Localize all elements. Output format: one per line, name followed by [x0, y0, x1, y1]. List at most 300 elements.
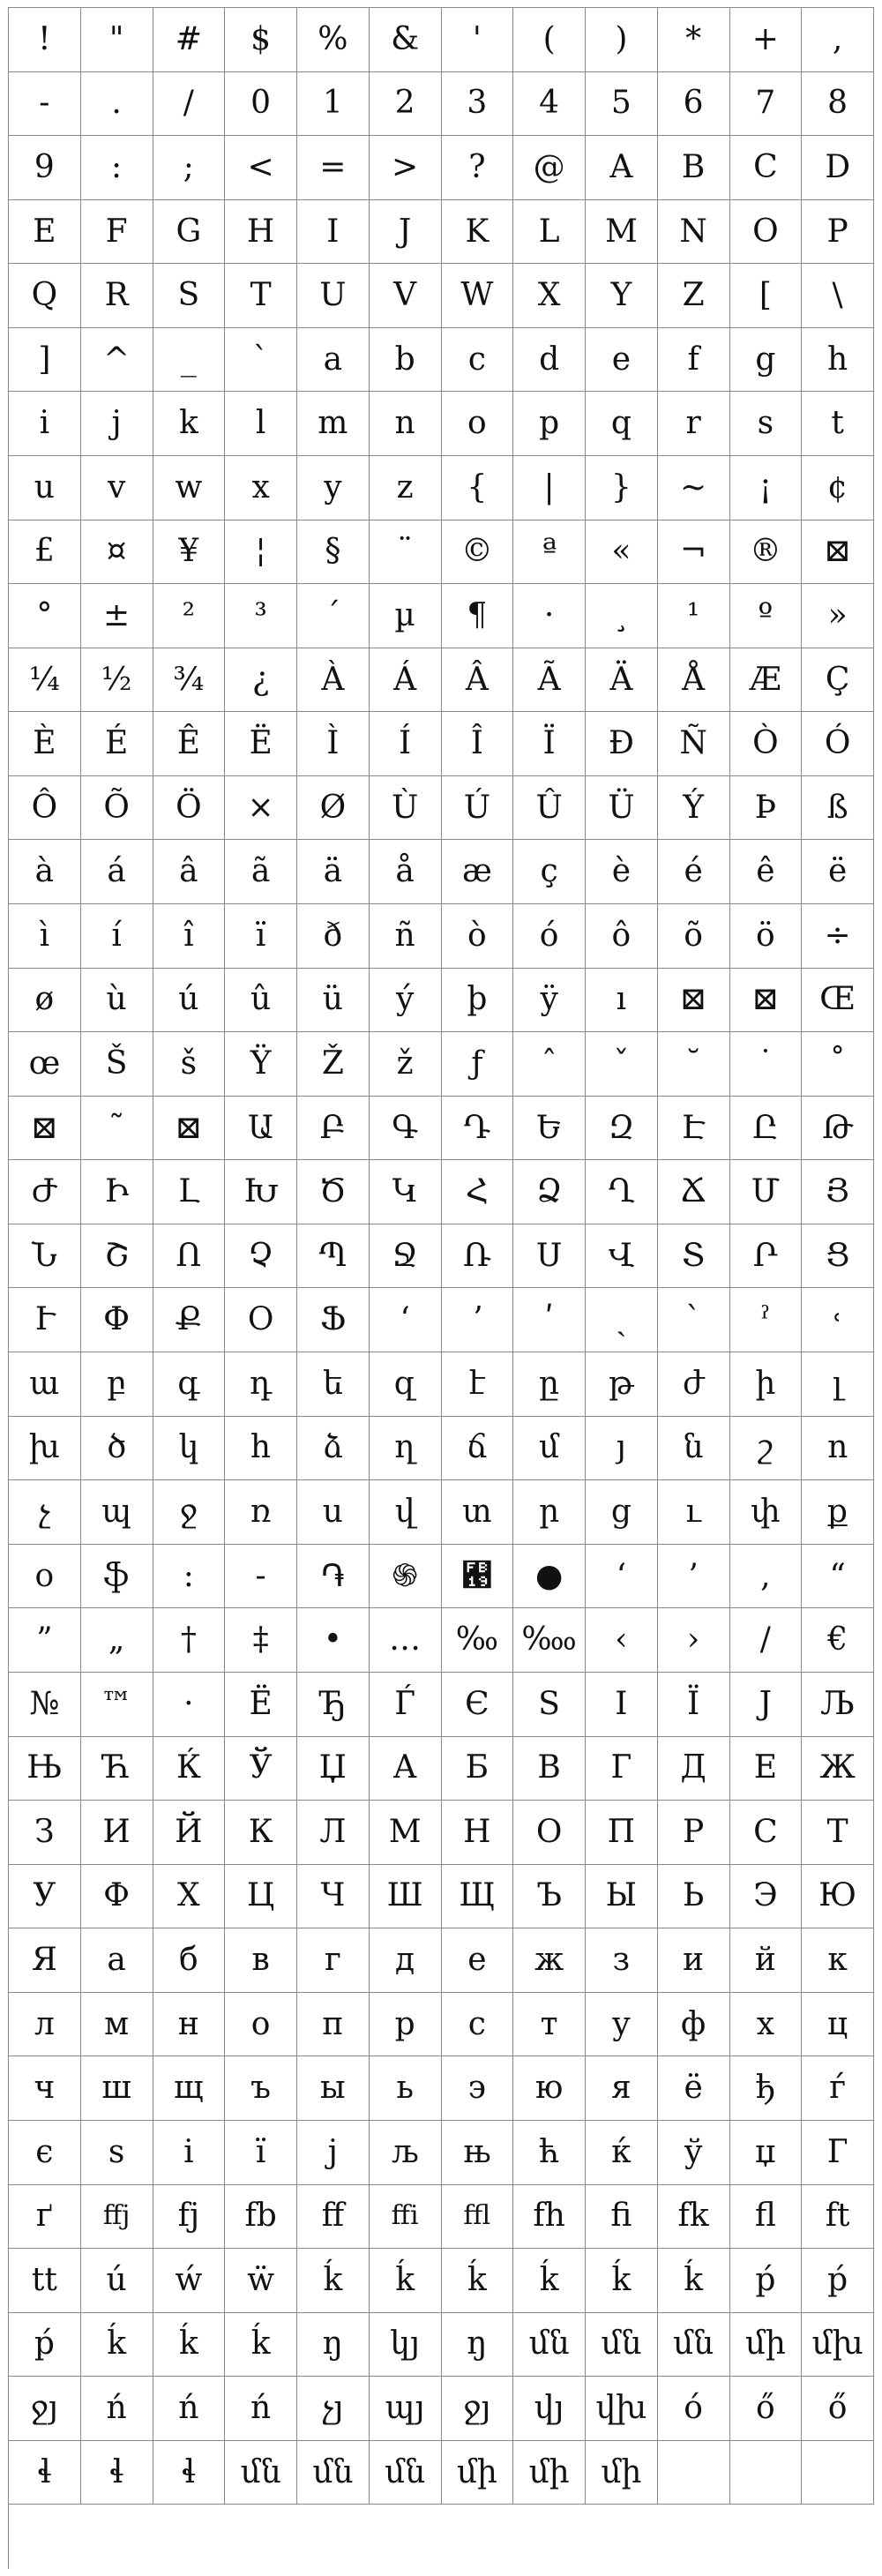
glyph-cell: ˘ — [658, 1032, 730, 1097]
glyph-cell: У — [9, 1865, 81, 1929]
glyph-cell: Å — [658, 648, 730, 713]
glyph-cell: Ф — [81, 1865, 153, 1929]
glyph-cell: 7 — [730, 72, 803, 137]
glyph-cell: Х — [153, 1865, 226, 1929]
glyph-cell: Ќ — [153, 1737, 226, 1801]
glyph-cell: x — [225, 456, 297, 520]
glyph-cell: © — [442, 520, 514, 585]
glyph-cell: ¤ — [81, 520, 153, 585]
glyph-cell: z — [370, 456, 442, 520]
glyph-cell: ђ — [730, 2056, 803, 2121]
glyph-cell: 1 — [297, 72, 370, 137]
glyph-cell: Ր — [730, 1224, 803, 1289]
glyph-cell: X — [513, 264, 586, 328]
glyph-cell: Հ — [442, 1160, 514, 1224]
glyph-cell: Ё — [225, 1673, 297, 1737]
glyph-cell: v — [81, 456, 153, 520]
glyph-cell: ḱ — [370, 2249, 442, 2313]
glyph-cell: ḱ — [442, 2249, 514, 2313]
glyph-cell: Յ — [802, 1160, 874, 1224]
glyph-cell: µ — [370, 584, 442, 648]
glyph-cell: Ð — [586, 712, 658, 776]
glyph-cell: ‱ — [513, 1608, 586, 1673]
glyph-cell: è — [586, 840, 658, 904]
glyph-cell: ft — [802, 2185, 874, 2250]
glyph-cell: L — [513, 200, 586, 265]
glyph-cell: պ — [81, 1480, 153, 1545]
glyph-cell: с — [442, 1993, 514, 2057]
glyph-cell: o — [442, 392, 514, 456]
glyph-cell: Þ — [730, 776, 803, 841]
glyph-cell: ж — [513, 1928, 586, 1993]
glyph-cell: fl — [730, 2185, 803, 2250]
glyph-cell: ɬ — [153, 2441, 226, 2505]
glyph-cell: , — [730, 1545, 803, 1609]
glyph-cell: Ѕ — [513, 1673, 586, 1737]
glyph-cell: ‹ — [586, 1608, 658, 1673]
glyph-cell: · — [153, 1673, 226, 1737]
glyph-cell: 6 — [658, 72, 730, 137]
glyph-cell: ¾ — [153, 648, 226, 713]
glyph-cell: ¢ — [802, 456, 874, 520]
glyph-cell: у — [586, 1993, 658, 2057]
glyph-cell: f — [658, 328, 730, 393]
glyph-cell: § — [297, 520, 370, 585]
glyph-cell: ń — [153, 2377, 226, 2441]
glyph-cell: Ս — [513, 1224, 586, 1289]
glyph-cell: ẃ — [153, 2249, 226, 2313]
glyph-cell: @ — [513, 136, 586, 200]
glyph-cell: ḱ — [586, 2249, 658, 2313]
glyph-cell: д — [370, 1928, 442, 1993]
glyph-cell: r — [658, 392, 730, 456]
glyph-cell: ö — [730, 904, 803, 969]
glyph-cell: ḱ — [225, 2313, 297, 2378]
glyph-cell: փ — [730, 1480, 803, 1545]
glyph-cell: ы — [297, 2056, 370, 2121]
glyph-cell: Z — [658, 264, 730, 328]
glyph-cell: ѕ — [81, 2121, 153, 2185]
glyph-cell: մն — [513, 2313, 586, 2378]
glyph-cell: Ո — [153, 1224, 226, 1289]
glyph-cell: I — [297, 200, 370, 265]
glyph-cell: Г — [802, 2121, 874, 2185]
glyph-cell: | — [513, 456, 586, 520]
glyph-cell: Վ — [586, 1224, 658, 1289]
glyph-cell: մխ — [802, 2313, 874, 2378]
glyph-cell: И — [81, 1801, 153, 1865]
glyph-cell: æ — [442, 840, 514, 904]
glyph-cell: Ա — [225, 1097, 297, 1161]
glyph-cell: Ù — [370, 776, 442, 841]
glyph-cell: ʻ — [370, 1288, 442, 1352]
glyph-cell: Á — [370, 648, 442, 713]
glyph-cell: մի — [442, 2441, 514, 2505]
glyph-cell: 9 — [9, 136, 81, 200]
glyph-cell: є — [9, 2121, 81, 2185]
glyph-cell: Ñ — [658, 712, 730, 776]
glyph-cell: Ն — [9, 1224, 81, 1289]
glyph-cell: ~ — [658, 456, 730, 520]
glyph-cell: ð — [297, 904, 370, 969]
glyph-cell: ф — [658, 1993, 730, 2057]
glyph-cell: մն — [297, 2441, 370, 2505]
glyph-cell: ( — [513, 8, 586, 72]
glyph-cell: < — [225, 136, 297, 200]
glyph-cell: ª — [513, 520, 586, 585]
glyph-cell: մի — [730, 2313, 803, 2378]
glyph-cell: ˇ — [586, 1032, 658, 1097]
glyph-cell: À — [297, 648, 370, 713]
glyph-cell: 2 — [370, 72, 442, 137]
glyph-cell: Д — [658, 1737, 730, 1801]
glyph-cell: Ò — [730, 712, 803, 776]
glyph-cell: г — [297, 1928, 370, 1993]
glyph-cell: ž — [370, 1032, 442, 1097]
glyph-cell: Ì — [297, 712, 370, 776]
glyph-cell: Ճ — [658, 1160, 730, 1224]
glyph-cell: Ъ — [513, 1865, 586, 1929]
glyph-cell: á — [81, 840, 153, 904]
glyph-cell: ő — [730, 2377, 803, 2441]
glyph-cell: V — [370, 264, 442, 328]
glyph-cell: ˏ — [586, 1288, 658, 1352]
glyph-cell: H — [225, 200, 297, 265]
glyph-cell: / — [153, 72, 226, 137]
glyph-cell: È — [9, 712, 81, 776]
glyph-cell: В — [513, 1737, 586, 1801]
glyph-cell: º — [730, 584, 803, 648]
glyph-cell: Ի — [81, 1160, 153, 1224]
glyph-cell: U — [297, 264, 370, 328]
glyph-cell: ó — [658, 2377, 730, 2441]
glyph-cell: Н — [442, 1801, 514, 1865]
glyph-cell: • — [297, 1608, 370, 1673]
glyph-cell: Б — [442, 1737, 514, 1801]
glyph-cell: ֍ — [370, 1545, 442, 1609]
glyph-cell: É — [81, 712, 153, 776]
glyph-cell: " — [81, 8, 153, 72]
glyph-cell: ї — [225, 2121, 297, 2185]
glyph-cell: Ü — [586, 776, 658, 841]
glyph-cell: մ — [513, 1417, 586, 1481]
glyph-cell: њ — [442, 2121, 514, 2185]
glyph-cell: ¦ — [225, 520, 297, 585]
glyph-cell: ? — [442, 136, 514, 200]
glyph-cell: Э — [730, 1865, 803, 1929]
glyph-cell: ֆ — [81, 1545, 153, 1609]
glyph-cell: о — [225, 1993, 297, 2057]
glyph-cell: d — [513, 328, 586, 393]
glyph-cell: b — [370, 328, 442, 393]
glyph-cell: ç — [513, 840, 586, 904]
glyph-cell: ջյ — [442, 2377, 514, 2441]
glyph-cell: ´ — [297, 584, 370, 648]
glyph-cell: յ — [586, 1417, 658, 1481]
glyph-cell: ‰ — [442, 1608, 514, 1673]
glyph-cell: Ž — [297, 1032, 370, 1097]
glyph-cell: … — [370, 1608, 442, 1673]
glyph-cell: G — [153, 200, 226, 265]
glyph-cell: Љ — [802, 1673, 874, 1737]
glyph-cell: Ã — [513, 648, 586, 713]
glyph-cell: л — [9, 1993, 81, 2057]
glyph-cell: W — [442, 264, 514, 328]
glyph-cell: ¥ — [153, 520, 226, 585]
glyph-cell: ff — [297, 2185, 370, 2250]
glyph-cell: џ — [730, 2121, 803, 2185]
glyph-cell: Ï — [513, 712, 586, 776]
glyph-cell: é — [658, 840, 730, 904]
glyph-cell: ¹ — [658, 584, 730, 648]
glyph-cell: , — [802, 8, 874, 72]
glyph-cell: ń — [81, 2377, 153, 2441]
glyph-cell: ¶ — [442, 584, 514, 648]
glyph-cell: fb — [225, 2185, 297, 2250]
glyph-cell: ո — [802, 1417, 874, 1481]
glyph-cell: м — [81, 1993, 153, 2057]
glyph-cell: = — [297, 136, 370, 200]
glyph-cell: “ — [802, 1545, 874, 1609]
glyph-cell: ½ — [81, 648, 153, 713]
glyph-cell: ս — [297, 1480, 370, 1545]
glyph-cell: · — [513, 584, 586, 648]
glyph-cell: ⊠ — [658, 969, 730, 1033]
glyph-cell: w — [153, 456, 226, 520]
glyph-cell: ¬ — [658, 520, 730, 585]
glyph-cell: & — [370, 8, 442, 72]
glyph-cell: ш — [81, 2056, 153, 2121]
glyph-cell: ñ — [370, 904, 442, 969]
glyph-cell: ɬ — [81, 2441, 153, 2505]
glyph-cell: ё — [658, 2056, 730, 2121]
glyph-cell: ' — [442, 8, 514, 72]
glyph-cell: » — [802, 584, 874, 648]
glyph-cell: Õ — [81, 776, 153, 841]
glyph-cell: շ — [730, 1417, 803, 1481]
glyph-cell: ъ — [225, 2056, 297, 2121]
glyph-cell: : — [81, 136, 153, 200]
glyph-cell: « — [586, 520, 658, 585]
glyph-cell: { — [442, 456, 514, 520]
glyph-cell: / — [730, 1608, 803, 1673]
glyph-cell: Y — [586, 264, 658, 328]
glyph-cell: Ç — [802, 648, 874, 713]
glyph-cell: и — [658, 1928, 730, 1993]
glyph-cell: ḱ — [513, 2249, 586, 2313]
glyph-cell: N — [658, 200, 730, 265]
glyph-cell: љ — [370, 2121, 442, 2185]
glyph-cell: լ — [802, 1352, 874, 1417]
glyph-cell: ² — [153, 584, 226, 648]
glyph-cell: ffl — [442, 2185, 514, 2250]
glyph-cell: ր — [513, 1480, 586, 1545]
glyph-cell: ւ — [658, 1480, 730, 1545]
glyph-cell: ú — [153, 969, 226, 1033]
glyph-cell: О — [513, 1801, 586, 1865]
glyph-cell: K — [442, 200, 514, 265]
glyph-cell: ò — [442, 904, 514, 969]
glyph-cell: à — [9, 840, 81, 904]
glyph-cell: ц — [802, 1993, 874, 2057]
glyph-cell: û — [225, 969, 297, 1033]
glyph-cell: Û — [513, 776, 586, 841]
glyph-cell: չ — [9, 1480, 81, 1545]
glyph-cell: խ — [9, 1417, 81, 1481]
glyph-cell: F — [81, 200, 153, 265]
glyph-cell: մի — [586, 2441, 658, 2505]
glyph-cell: з — [586, 1928, 658, 1993]
glyph-cell: ժ — [658, 1352, 730, 1417]
glyph-cell: ʼ — [442, 1288, 514, 1352]
glyph-cell: я — [586, 2056, 658, 2121]
glyph-cell: Ј — [730, 1673, 803, 1737]
glyph-cell: † — [153, 1608, 226, 1673]
glyph-cell: ʹ — [513, 1288, 586, 1352]
glyph-cell: ք — [802, 1480, 874, 1545]
glyph-cell: 4 — [513, 72, 586, 137]
glyph-cell: է — [442, 1352, 514, 1417]
glyph-cell: ⊠ — [153, 1097, 226, 1161]
glyph-cell: % — [297, 8, 370, 72]
glyph-cell: С — [730, 1801, 803, 1865]
glyph-cell: Š — [81, 1032, 153, 1097]
glyph-cell: B — [658, 136, 730, 200]
glyph-cell: ø — [9, 969, 81, 1033]
glyph-cell: ձ — [297, 1417, 370, 1481]
glyph-cell: Ծ — [297, 1160, 370, 1224]
glyph-cell: fh — [513, 2185, 586, 2250]
glyph-cell: C — [730, 136, 803, 200]
glyph-cell: ë — [802, 840, 874, 904]
glyph-cell: ● — [513, 1545, 586, 1609]
glyph-cell: ջյ — [9, 2377, 81, 2441]
glyph-cell: ḱ — [81, 2313, 153, 2378]
glyph-cell: Ժ — [9, 1160, 81, 1224]
glyph-cell: R — [81, 264, 153, 328]
glyph-cell: Æ — [730, 648, 803, 713]
glyph-cell: 0 — [225, 72, 297, 137]
glyph-cell: œ — [9, 1032, 81, 1097]
glyph-cell: բ — [81, 1352, 153, 1417]
glyph-cell: Ђ — [297, 1673, 370, 1737]
glyph-cell: : — [153, 1545, 226, 1609]
glyph-cell: h — [802, 328, 874, 393]
glyph-cell: ќ — [586, 2121, 658, 2185]
glyph-cell: І — [586, 1673, 658, 1737]
glyph-cell: ց — [586, 1480, 658, 1545]
glyph-cell: þ — [442, 969, 514, 1033]
glyph-cell: n — [370, 392, 442, 456]
glyph-cell: ü — [297, 969, 370, 1033]
glyph-cell: Р — [658, 1801, 730, 1865]
glyph-cell: ő — [802, 2377, 874, 2441]
glyph-cell: Г — [586, 1737, 658, 1801]
glyph-cell: ¿ — [225, 648, 297, 713]
glyph-cell: Պ — [297, 1224, 370, 1289]
glyph-cell: ա — [9, 1352, 81, 1417]
glyph-cell: Ô — [9, 776, 81, 841]
glyph-cell: J — [370, 200, 442, 265]
glyph-cell: p — [513, 392, 586, 456]
glyph-cell: Ֆ — [297, 1288, 370, 1352]
glyph-cell: × — [225, 776, 297, 841]
glyph-cell: е — [442, 1928, 514, 1993]
glyph-cell: j — [81, 392, 153, 456]
glyph-cell: Q — [9, 264, 81, 328]
glyph-cell: А — [370, 1737, 442, 1801]
glyph-cell: ч — [9, 2056, 81, 2121]
glyph-cell: M — [586, 200, 658, 265]
glyph-cell: ı — [586, 969, 658, 1033]
glyph-cell: Ш — [370, 1865, 442, 1929]
glyph-cell: [ — [730, 264, 803, 328]
glyph-cell: Ÿ — [225, 1032, 297, 1097]
glyph-cell: ® — [730, 520, 803, 585]
glyph-cell: 5 — [586, 72, 658, 137]
glyph-cell: մն — [658, 2313, 730, 2378]
glyph-cell: Ж — [802, 1737, 874, 1801]
glyph-cell: Â — [442, 648, 514, 713]
glyph-cell: š — [153, 1032, 226, 1097]
glyph-cell: ” — [9, 1608, 81, 1673]
glyph-cell: վխ — [586, 2377, 658, 2441]
glyph-cell: ì — [9, 904, 81, 969]
glyph-cell: s — [730, 392, 803, 456]
glyph-cell: Շ — [81, 1224, 153, 1289]
glyph-cell: € — [802, 1608, 874, 1673]
glyph-cell: î — [153, 904, 226, 969]
glyph-cell: fi — [586, 2185, 658, 2250]
glyph-cell: Ý — [658, 776, 730, 841]
glyph-grid — [8, 7, 874, 2569]
glyph-cell: վ — [370, 1480, 442, 1545]
glyph-cell: թ — [586, 1352, 658, 1417]
glyph-cell: ] — [9, 328, 81, 393]
glyph-cell: ù — [81, 969, 153, 1033]
glyph-cell: e — [586, 328, 658, 393]
glyph-cell: ) — [586, 8, 658, 72]
glyph-cell: ղ — [370, 1417, 442, 1481]
glyph-cell: № — [9, 1673, 81, 1737]
glyph-cell: ’ — [658, 1545, 730, 1609]
glyph-cell: ˚ — [802, 1032, 874, 1097]
glyph-cell: չյ — [297, 2377, 370, 2441]
glyph-cell: ḱ — [297, 2249, 370, 2313]
glyph-cell: Թ — [802, 1097, 874, 1161]
glyph-cell: P — [802, 200, 874, 265]
glyph-cell: Џ — [297, 1737, 370, 1801]
glyph-cell: 3 — [442, 72, 514, 137]
glyph-cell: ; — [153, 136, 226, 200]
glyph-cell: ¸ — [586, 584, 658, 648]
glyph-cell: в — [225, 1928, 297, 1993]
glyph-cell: Օ — [225, 1288, 297, 1352]
glyph-cell: õ — [658, 904, 730, 969]
glyph-cell: ó — [513, 904, 586, 969]
glyph-cell: l — [225, 392, 297, 456]
glyph-cell: Ռ — [442, 1224, 514, 1289]
glyph-cell: u — [9, 456, 81, 520]
glyph-cell: ` — [225, 328, 297, 393]
glyph-cell: Щ — [442, 1865, 514, 1929]
glyph-cell: ˆ — [513, 1032, 586, 1097]
glyph-cell: } — [586, 456, 658, 520]
glyph-cell: ռ — [225, 1480, 297, 1545]
glyph-cell: ffi — [370, 2185, 442, 2250]
glyph-cell: ƒ — [442, 1032, 514, 1097]
glyph-cell: ˀ — [730, 1288, 803, 1352]
